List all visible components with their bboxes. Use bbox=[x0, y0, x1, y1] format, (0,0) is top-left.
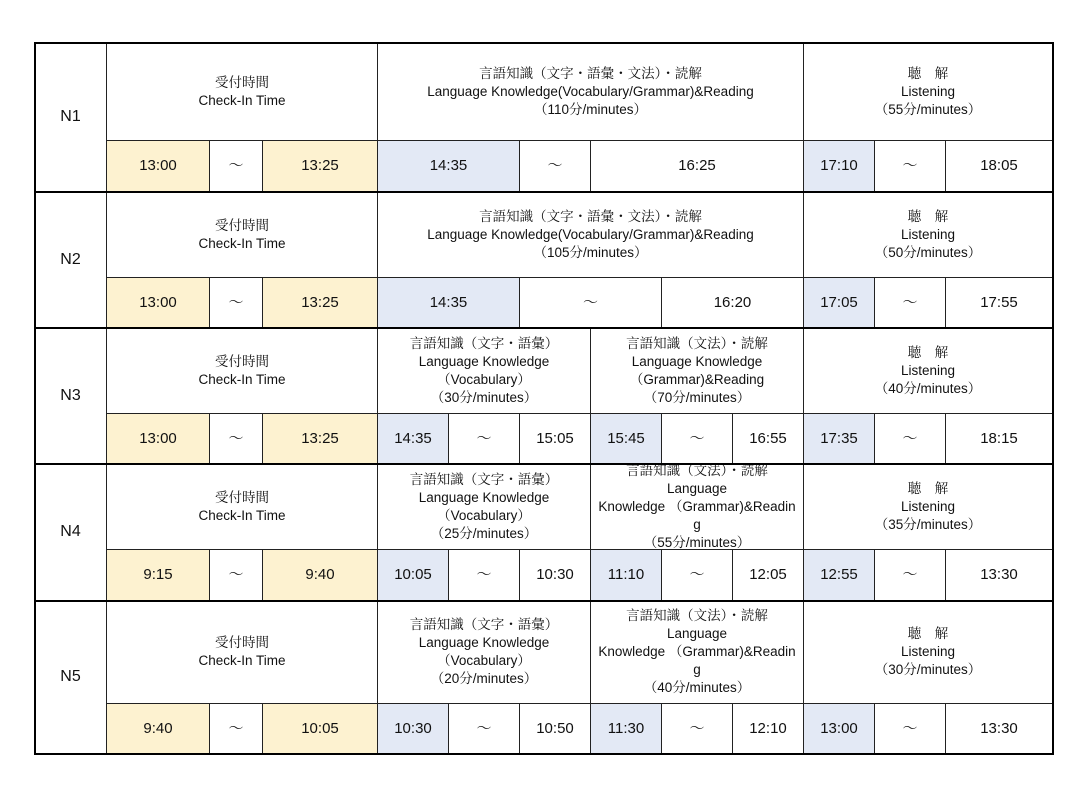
level-label: N1 bbox=[34, 42, 107, 192]
time-cell: 14:35 bbox=[377, 413, 449, 464]
time-range-separator: ～ bbox=[448, 549, 520, 601]
language-knowledge-header: 言語知識（文法）・読解 Language Knowledge （Grammar)&Readin g （40分/minutes） bbox=[590, 600, 804, 704]
language-knowledge-header: 言語知識（文法）・読解 Language Knowledge （Grammar)&Readin g （55分/minutes） bbox=[590, 463, 804, 550]
time-range-separator: ～ bbox=[874, 140, 946, 192]
time-cell: 17:35 bbox=[803, 413, 875, 464]
time-cell: 16:55 bbox=[732, 413, 804, 464]
time-range-separator: ～ bbox=[874, 413, 946, 464]
time-range-separator: ～ bbox=[209, 413, 263, 464]
time-cell: 9:15 bbox=[106, 549, 210, 601]
time-cell: 15:45 bbox=[590, 413, 662, 464]
time-cell: 10:30 bbox=[377, 703, 449, 754]
listening-header: 聴 解 Listening （50分/minutes） bbox=[803, 191, 1053, 278]
time-cell: 13:25 bbox=[262, 277, 378, 328]
level-label: N5 bbox=[34, 600, 107, 754]
time-cell: 13:25 bbox=[262, 140, 378, 192]
time-cell: 13:00 bbox=[803, 703, 875, 754]
time-cell: 10:05 bbox=[262, 703, 378, 754]
level-label: N4 bbox=[34, 463, 107, 601]
time-cell: 16:25 bbox=[590, 140, 804, 192]
level-label: N3 bbox=[34, 327, 107, 464]
time-cell: 15:05 bbox=[519, 413, 591, 464]
time-cell: 17:10 bbox=[803, 140, 875, 192]
language-knowledge-header: 言語知識（文字・語彙） Language Knowledge （Vocabulary） （30分/minutes） bbox=[377, 327, 591, 414]
time-range-separator: ～ bbox=[874, 549, 946, 601]
time-cell: 18:05 bbox=[945, 140, 1053, 192]
listening-header: 聴 解 Listening （35分/minutes） bbox=[803, 463, 1053, 550]
time-range-separator: ～ bbox=[209, 703, 263, 754]
time-range-separator: ～ bbox=[874, 277, 946, 328]
checkin-header: 受付時間 Check-In Time bbox=[106, 42, 378, 141]
time-range-separator: ～ bbox=[448, 413, 520, 464]
checkin-header: 受付時間 Check-In Time bbox=[106, 600, 378, 704]
time-range-separator: ～ bbox=[209, 277, 263, 328]
time-cell: 17:05 bbox=[803, 277, 875, 328]
listening-header: 聴 解 Listening （30分/minutes） bbox=[803, 600, 1053, 704]
time-range-separator: ～ bbox=[519, 277, 662, 328]
listening-header: 聴 解 Listening （40分/minutes） bbox=[803, 327, 1053, 414]
language-knowledge-header: 言語知識（文字・語彙・文法）・読解 Language Knowledge(Vocabulary/Grammar)&Reading （105分/minutes） bbox=[377, 191, 804, 278]
language-knowledge-header: 言語知識（文字・語彙） Language Knowledge （Vocabulary） （20分/minutes） bbox=[377, 600, 591, 704]
listening-header: 聴 解 Listening （55分/minutes） bbox=[803, 42, 1053, 141]
time-cell: 11:10 bbox=[590, 549, 662, 601]
time-cell: 10:30 bbox=[519, 549, 591, 601]
time-cell: 16:20 bbox=[661, 277, 804, 328]
time-range-separator: ～ bbox=[661, 549, 733, 601]
language-knowledge-header: 言語知識（文字・語彙） Language Knowledge （Vocabulary） （25分/minutes） bbox=[377, 463, 591, 550]
time-cell: 13:30 bbox=[945, 549, 1053, 601]
time-cell: 12:10 bbox=[732, 703, 804, 754]
time-cell: 18:15 bbox=[945, 413, 1053, 464]
language-knowledge-header: 言語知識（文法）・読解 Language Knowledge （Grammar)&Reading （70分/minutes） bbox=[590, 327, 804, 414]
level-label: N2 bbox=[34, 191, 107, 328]
time-range-separator: ～ bbox=[661, 703, 733, 754]
time-cell: 12:55 bbox=[803, 549, 875, 601]
time-cell: 10:05 bbox=[377, 549, 449, 601]
time-cell: 12:05 bbox=[732, 549, 804, 601]
time-cell: 14:35 bbox=[377, 140, 520, 192]
time-range-separator: ～ bbox=[448, 703, 520, 754]
time-cell: 14:35 bbox=[377, 277, 520, 328]
checkin-header: 受付時間 Check-In Time bbox=[106, 327, 378, 414]
time-cell: 10:50 bbox=[519, 703, 591, 754]
time-cell: 9:40 bbox=[106, 703, 210, 754]
time-cell: 13:00 bbox=[106, 277, 210, 328]
time-range-separator: ～ bbox=[519, 140, 591, 192]
time-range-separator: ～ bbox=[209, 140, 263, 192]
time-cell: 13:00 bbox=[106, 140, 210, 192]
time-cell: 13:25 bbox=[262, 413, 378, 464]
time-cell: 11:30 bbox=[590, 703, 662, 754]
time-range-separator: ～ bbox=[209, 549, 263, 601]
checkin-header: 受付時間 Check-In Time bbox=[106, 463, 378, 550]
time-range-separator: ～ bbox=[874, 703, 946, 754]
time-cell: 9:40 bbox=[262, 549, 378, 601]
time-cell: 17:55 bbox=[945, 277, 1053, 328]
time-range-separator: ～ bbox=[661, 413, 733, 464]
time-cell: 13:00 bbox=[106, 413, 210, 464]
language-knowledge-header: 言語知識（文字・語彙・文法）・読解 Language Knowledge(Vocabulary/Grammar)&Reading （110分/minutes） bbox=[377, 42, 804, 141]
checkin-header: 受付時間 Check-In Time bbox=[106, 191, 378, 278]
time-cell: 13:30 bbox=[945, 703, 1053, 754]
